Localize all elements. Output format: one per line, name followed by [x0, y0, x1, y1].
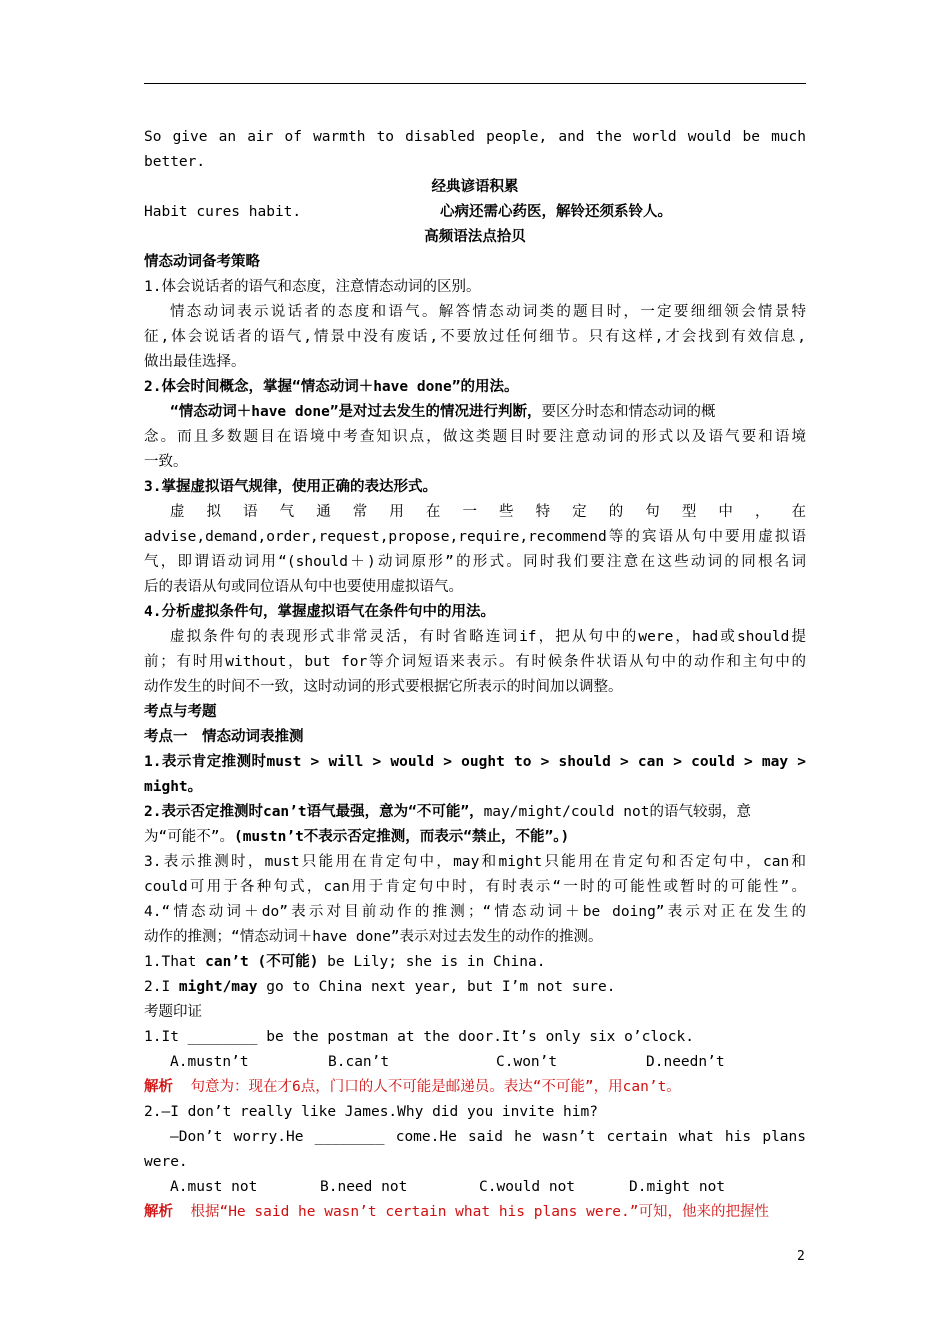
analysis-label: 解析 [144, 1204, 173, 1220]
paragraph-line: 虚拟条件句的表现形式非常灵活，有时省略连词if，把从句中的were，had或should提 [170, 629, 806, 645]
paragraph-line: 做出最佳选择。 [144, 354, 246, 370]
proverb-heading: 经典谚语积累 [431, 179, 519, 195]
answer-option: D.might not [629, 1179, 726, 1195]
answer-option: A.must not [170, 1179, 258, 1195]
strategy-point-title: 4.分析虚拟条件句，掌握虚拟语气在条件句中的用法。 [144, 604, 495, 620]
strategy-point-title: 3.掌握虚拟语气规律，使用正确的表达形式。 [144, 479, 437, 495]
strategy-point-title: 2.体会时间概念，掌握“情态动词＋have done”的用法。 [144, 379, 519, 395]
example-line [144, 952, 806, 972]
rule-line: could可用于各种句式，can用于肯定句中时，有时表示“一时的可能性或暂时的可能性”。 [144, 879, 806, 895]
rule-line: 1.表示肯定推测时must > will > would > ought to > should > can > could > may > [144, 754, 806, 770]
grammar-heading: 高频语法点拾贝 [424, 229, 526, 245]
rule-line: 3.表示推测时，must只能用在肯定句中，may和might只能用在肯定句和否定句中，can和 [144, 854, 806, 870]
header-rule [144, 83, 806, 84]
question-stem: were. [144, 1154, 188, 1170]
answer-option: B.can’t [328, 1054, 390, 1070]
answer-option: A.mustn’t [170, 1054, 249, 1070]
paragraph-line: 前；有时用without，but for等介词短语来表示。有时候条件状语从句中的动作和主句中的 [144, 654, 806, 670]
section-title: 考题印证 [144, 1004, 202, 1020]
emphasis-text: “情态动词＋have done”是对过去发生的情况进行判断， [170, 404, 542, 420]
paragraph-line: 征,体会说话者的语气,情景中没有废话,不要放过任何细节。只有这样,才会找到有效信息, [144, 329, 806, 345]
emphasis-text: (mustn’t不表示否定推测，而表示“禁止，不能”。) [233, 829, 570, 845]
rule-line: 4.“情态动词＋do”表示对目前动作的推测；“情态动词＋be doing”表示对正在发生的 [144, 904, 806, 920]
emphasis-text: 2.表示否定推测时can’t语气最强，意为“不可能”， [144, 804, 484, 820]
paragraph-line: 气，即谓语动词用“(should＋)动词原形”的形式。同时我们要注意在这些动词的同根名词 [144, 554, 806, 570]
paragraph-text: 要区分时态和情态动词的概 [541, 404, 716, 420]
rule-line: 动作的推测；“情态动词＋have done”表示对过去发生的动作的推测。 [144, 929, 603, 945]
strategy-point-title: 1.体会说话者的语气和态度，注意情态动词的区别。 [144, 279, 481, 295]
paragraph-line: 动作发生的时间不一致，这时动词的形式要根据它所表示的时间加以调整。 [144, 679, 623, 695]
paragraph-line: 虚 拟 语 气 通 常 用 在 一 些 特 定 的 句 型 中 ， 在 [170, 504, 806, 520]
example-line [144, 977, 806, 997]
analysis-line [144, 1077, 806, 1097]
rule-line [144, 827, 806, 847]
intro-line: So give an air of warmth to disabled people, and the world would be much [144, 129, 806, 145]
paragraph-line [170, 402, 806, 422]
point-title: 考点一 情态动词表推测 [144, 729, 304, 745]
paragraph-line: 一致。 [144, 454, 188, 470]
question-stem: 1.It ________ be the postman at the door.It’s only six o’clock. [144, 1029, 694, 1045]
rule-text: 为“可能不”。 [144, 829, 234, 845]
example-text: 2.I [144, 979, 179, 995]
proverb-english: Habit cures habit. [144, 204, 302, 220]
paragraph-line: 情态动词表示说话者的态度和语气。解答情态动词类的题目时，一定要细细领会情景特 [170, 304, 806, 320]
rule-line [144, 802, 806, 822]
section-title: 考点与考题 [144, 704, 217, 720]
paragraph-line: 后的表语从句或同位语从句中也要使用虚拟语气。 [144, 579, 463, 595]
intro-line: better. [144, 154, 206, 170]
question-stem: —Don’t worry.He ________ come.He said he wasn’t certain what his plans [170, 1129, 806, 1145]
analysis-text: 根据“He said he wasn’t certain what his plans were.”可知，他来的把握性 [190, 1204, 769, 1220]
proverb-chinese: 心病还需心药医，解铃还须系铃人。 [440, 204, 672, 220]
answer-option: D.needn’t [646, 1054, 725, 1070]
paragraph-line: advise,demand,order,request,propose,require,recommend等的宾语从句中要用虚拟语 [144, 529, 806, 545]
answer-option: C.would not [479, 1179, 576, 1195]
example-text: go to China next year, but I’m not sure. [257, 979, 616, 995]
question-stem: 2.—I don’t really like James.Why did you invite him? [144, 1104, 598, 1120]
example-text: 1.That [144, 954, 206, 970]
emphasis-text: can’t (不可能) [205, 954, 319, 970]
rule-text: may/might/could not的语气较弱，意 [483, 804, 751, 820]
rule-line: might。 [144, 779, 203, 795]
analysis-text: 句意为：现在才6点，门口的人不可能是邮递员。表达“不可能”，用can’t。 [190, 1079, 681, 1095]
example-text: be Lily; she is in China. [318, 954, 546, 970]
answer-option: C.won’t [496, 1054, 558, 1070]
answer-option: B.need not [320, 1179, 408, 1195]
paragraph-line: 念。而且多数题目在语境中考查知识点，做这类题目时要注意动词的形式以及语气要和语境 [144, 429, 806, 445]
analysis-label: 解析 [144, 1079, 173, 1095]
analysis-line [144, 1202, 806, 1222]
section-title: 情态动词备考策略 [144, 254, 260, 270]
emphasis-text: might/may [178, 979, 258, 995]
page-number: 2 [797, 1249, 805, 1264]
